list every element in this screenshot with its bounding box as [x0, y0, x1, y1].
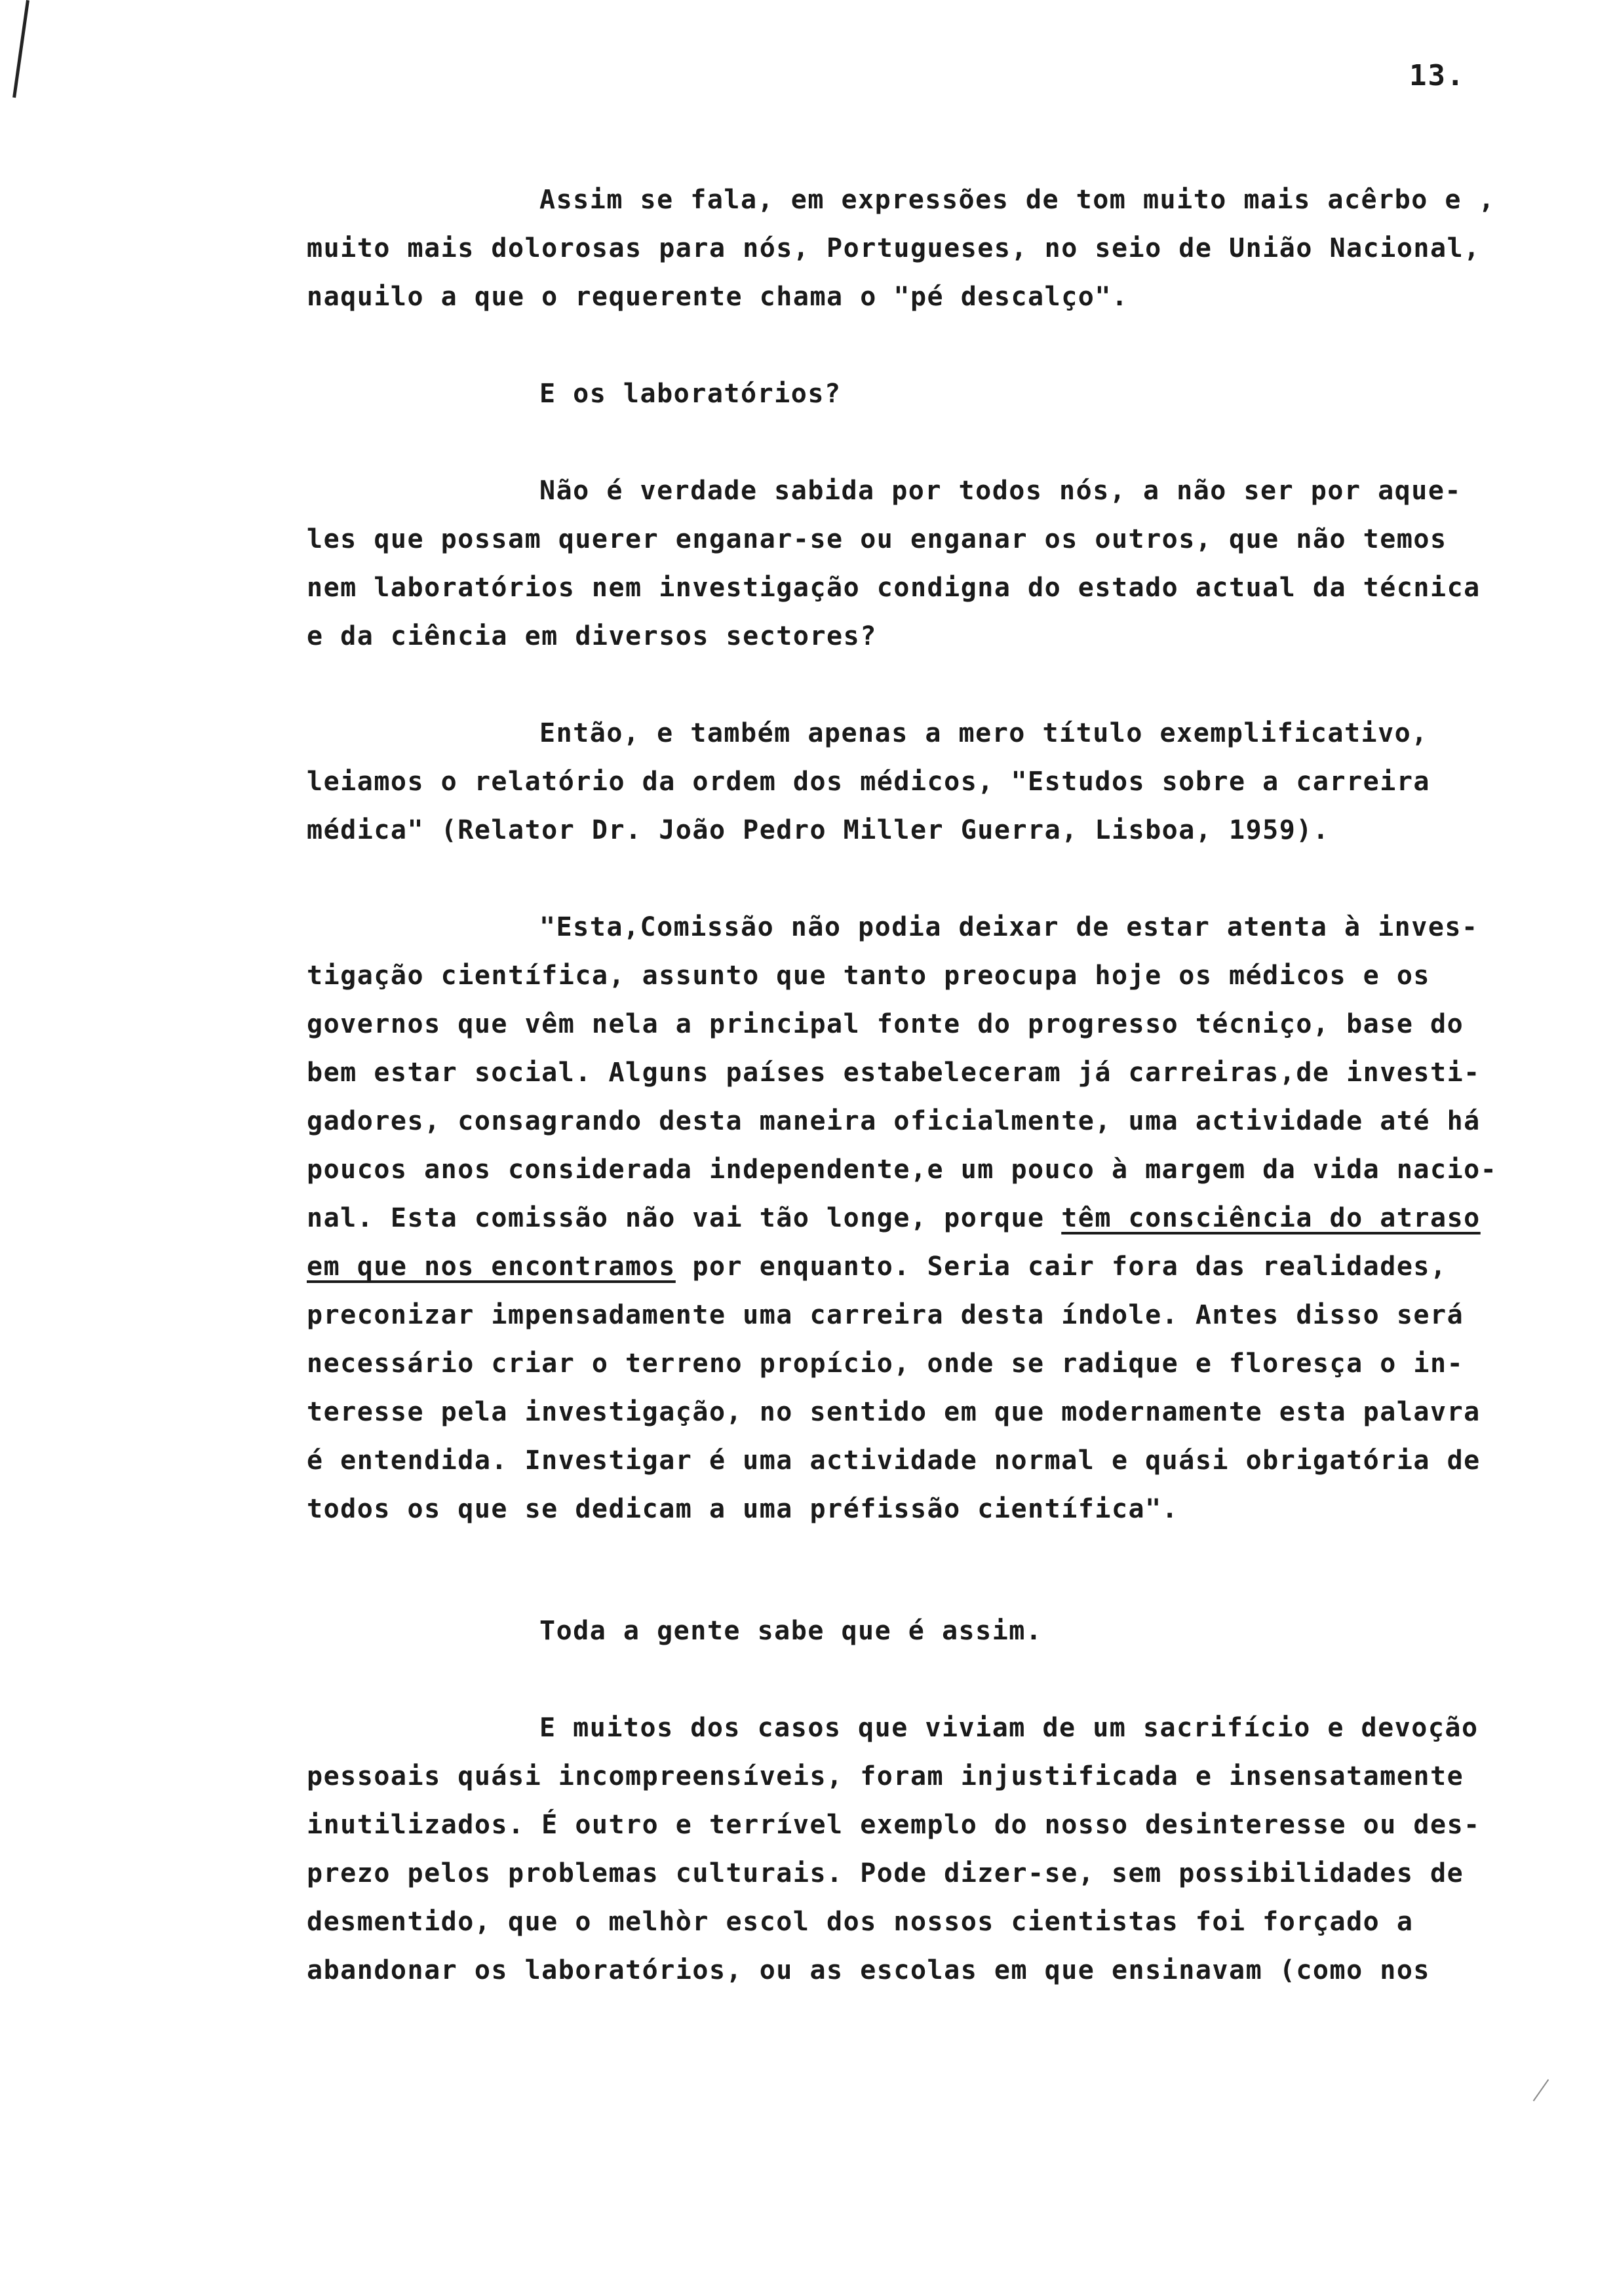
text-line: [307, 1194, 1552, 1242]
text-line: teresse pela investigação, no sentido em que modernamente esta palavra: [307, 1397, 1481, 1427]
text-segment: por enquanto. Seria cair fora das realidades,: [675, 1252, 1447, 1282]
text-line: E muitos dos casos que viviam de um sacrifício e devoção: [539, 1713, 1479, 1743]
text-line: E os laboratórios?: [539, 379, 842, 409]
text-line: Não é verdade sabida por todos nós, a não ser por aque-: [539, 476, 1462, 506]
text-segment: nal. Esta comissão não vai tão longe, porque: [307, 1203, 1062, 1233]
text-line: preconizar impensadamente uma carreira desta índole. Antes disso será: [307, 1300, 1464, 1330]
page-number: 13.: [1409, 59, 1466, 92]
text-line: gadores, consagrando desta maneira oficialmente, uma actividade até há: [307, 1106, 1481, 1136]
underlined-text: têm consciência do atraso: [1061, 1203, 1481, 1233]
text-line: e da ciência em diversos sectores?: [307, 621, 877, 651]
text-line: [307, 1242, 1552, 1291]
text-line: pessoais quási incompreensíveis, foram injustificada e insensatamente: [307, 1761, 1464, 1791]
text-line: desmentido, que o melhòr escol dos nossos cientistas foi forçado a: [307, 1907, 1414, 1937]
paragraph-1: [307, 176, 1552, 321]
text-line: "Esta,Comissão não podia deixar de estar atenta à inves-: [539, 912, 1479, 942]
text-line: les que possam querer enganar-se ou enganar os outros, que não temos: [307, 524, 1447, 554]
pen-mark: [12, 0, 29, 98]
text-line: médica" (Relator Dr. João Pedro Miller Guerra, Lisboa, 1959).: [307, 815, 1330, 845]
text-line: muito mais dolorosas para nós, Portugueses, no seio de União Nacional,: [307, 233, 1481, 263]
text-line: governos que vêm nela a principal fonte do progresso técniço, base do: [307, 1009, 1464, 1039]
text-line: todos os que se dedicam a uma préfissão científica".: [307, 1494, 1179, 1524]
paragraph-2: [307, 370, 1552, 418]
paragraph-5-quotation: [307, 903, 1552, 1533]
text-line: necessário criar o terreno propício, onde se radique e floresça o in-: [307, 1349, 1464, 1379]
text-line: tigação científica, assunto que tanto preocupa hoje os médicos e os: [307, 961, 1430, 991]
paragraph-6: [307, 1607, 1552, 1655]
text-line: inutilizados. É outro e terrível exemplo do nosso desinteresse ou des-: [307, 1810, 1481, 1840]
text-line: é entendida. Investigar é uma actividade normal e quási obrigatória de: [307, 1445, 1481, 1476]
text-line: naquilo a que o requerente chama o "pé descalço".: [307, 282, 1129, 312]
paragraph-7: [307, 1704, 1552, 1995]
text-line: Então, e também apenas a mero título exemplificativo,: [539, 718, 1428, 748]
paragraph-3: [307, 467, 1552, 660]
pen-mark: [1533, 2079, 1549, 2101]
text-line: bem estar social. Alguns países estabeleceram já carreiras,de investi-: [307, 1058, 1481, 1088]
underlined-text: em que nos encontramos: [307, 1252, 676, 1282]
paragraph-4: [307, 709, 1552, 854]
text-line: Assim se fala, em expressões de tom muito mais acêrbo e ,: [539, 185, 1496, 215]
text-line: leiamos o relatório da ordem dos médicos, "Estudos sobre a carreira: [307, 767, 1430, 797]
text-line: abandonar os laboratórios, ou as escolas em que ensinavam (como nos: [307, 1955, 1430, 1985]
text-line: prezo pelos problemas culturais. Pode dizer-se, sem possibilidades de: [307, 1858, 1464, 1888]
text-line: nem laboratórios nem investigação condigna do estado actual da técnica: [307, 573, 1481, 603]
text-line: Toda a gente sabe que é assim.: [539, 1616, 1043, 1646]
text-line: poucos anos considerada independente,e um pouco à margem da vida nacio-: [307, 1155, 1498, 1185]
